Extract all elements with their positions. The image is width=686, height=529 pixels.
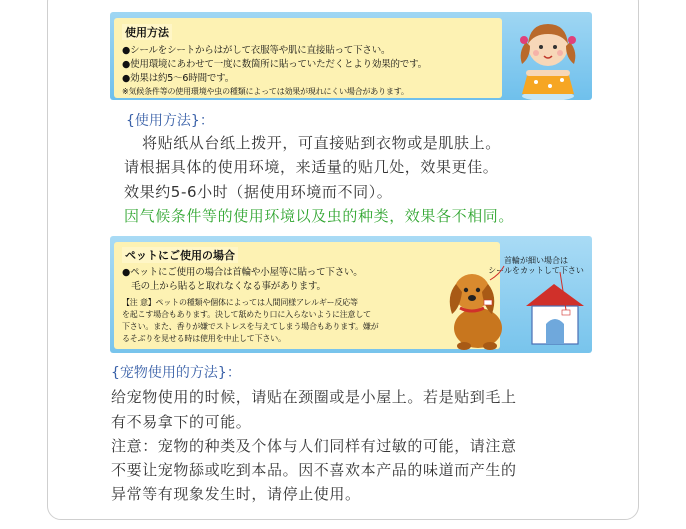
usage-jp-line: ●効果は約5～6時間です。	[122, 73, 235, 84]
pet-jp-line: 毛の上から貼ると取れなくなる事があります。	[122, 281, 326, 292]
dog-illustration	[442, 262, 592, 352]
usage-cn-line: 效果约5-6小时（据使用环境而不同）。	[124, 183, 393, 201]
pet-jp-line: ●ペットにご使用の場合は首輪や小屋等に貼って下さい。	[122, 267, 363, 278]
pet-cn-line: 有不易拿下的可能。	[111, 413, 252, 431]
dog-house-illustration	[526, 272, 584, 344]
pet-jp-title: ペットにご使用の場合	[122, 247, 238, 263]
collar-sticker	[484, 300, 492, 305]
usage-jp-line: ●シールをシートからはがして衣服等や肌に直接貼って下さい。	[122, 45, 391, 56]
pet-annotation-line: シールをカットして下さい	[488, 266, 584, 275]
usage-cn-line: 请根据具体的使用环境，来适量的贴几处，效果更佳。	[124, 158, 499, 176]
usage-cn-note: 因气候条件等的使用环境以及虫的种类，效果各不相同。	[124, 207, 515, 225]
usage-jp-line: ●使用環境にあわせて一度に数箇所に貼っていただくとより効果的です。	[122, 59, 427, 70]
usage-jp-box	[114, 18, 502, 98]
pet-jp-caution: るそぶりを見せる時は使用を中止して下さい。	[122, 334, 286, 343]
pet-cn-line: 注意：宠物的种类及个体与人们同样有过敏的可能，请注意	[111, 437, 517, 455]
pet-cn-line: 给宠物使用的时候，请贴在颈圈或是小屋上。若是贴到毛上	[111, 388, 517, 406]
usage-jp-note: ※気候条件等の使用環境や虫の種類によっては効果が現れにくい場合があります。	[122, 87, 409, 96]
pet-cn-line: 不要让宠物舔或吃到本品。因不喜欢本产品的味道而产生的	[111, 461, 517, 479]
dog-body	[454, 308, 502, 348]
pet-cn-line: 异常等有现象发生时，请停止使用。	[111, 485, 361, 503]
usage-cn-title: {使用方法}：	[126, 113, 214, 129]
pet-jp-caution: 【注 意】ペットの種類や個体によっては人間同様アレルギー反応等	[122, 298, 358, 307]
girl-illustration	[506, 14, 590, 100]
pet-jp-caution: を起こす場合もあります。決して舐めたり口に入らないように注意して	[122, 310, 371, 319]
usage-cn-line: 将贴纸从台纸上拨开，可直接贴到衣物或是肌肤上。	[142, 134, 501, 152]
pet-jp-caution: 下さい。また、香りが嫌でストレスを与えてしまう場合もあります。嫌が	[122, 322, 379, 331]
pet-instructions-panel	[110, 236, 592, 353]
usage-instructions-panel	[110, 12, 592, 100]
pet-annotation-line: 首輪が細い場合は	[504, 256, 568, 265]
usage-jp-title: 使用方法	[122, 24, 172, 40]
pet-cn-title: {宠物使用的方法}：	[111, 365, 241, 381]
